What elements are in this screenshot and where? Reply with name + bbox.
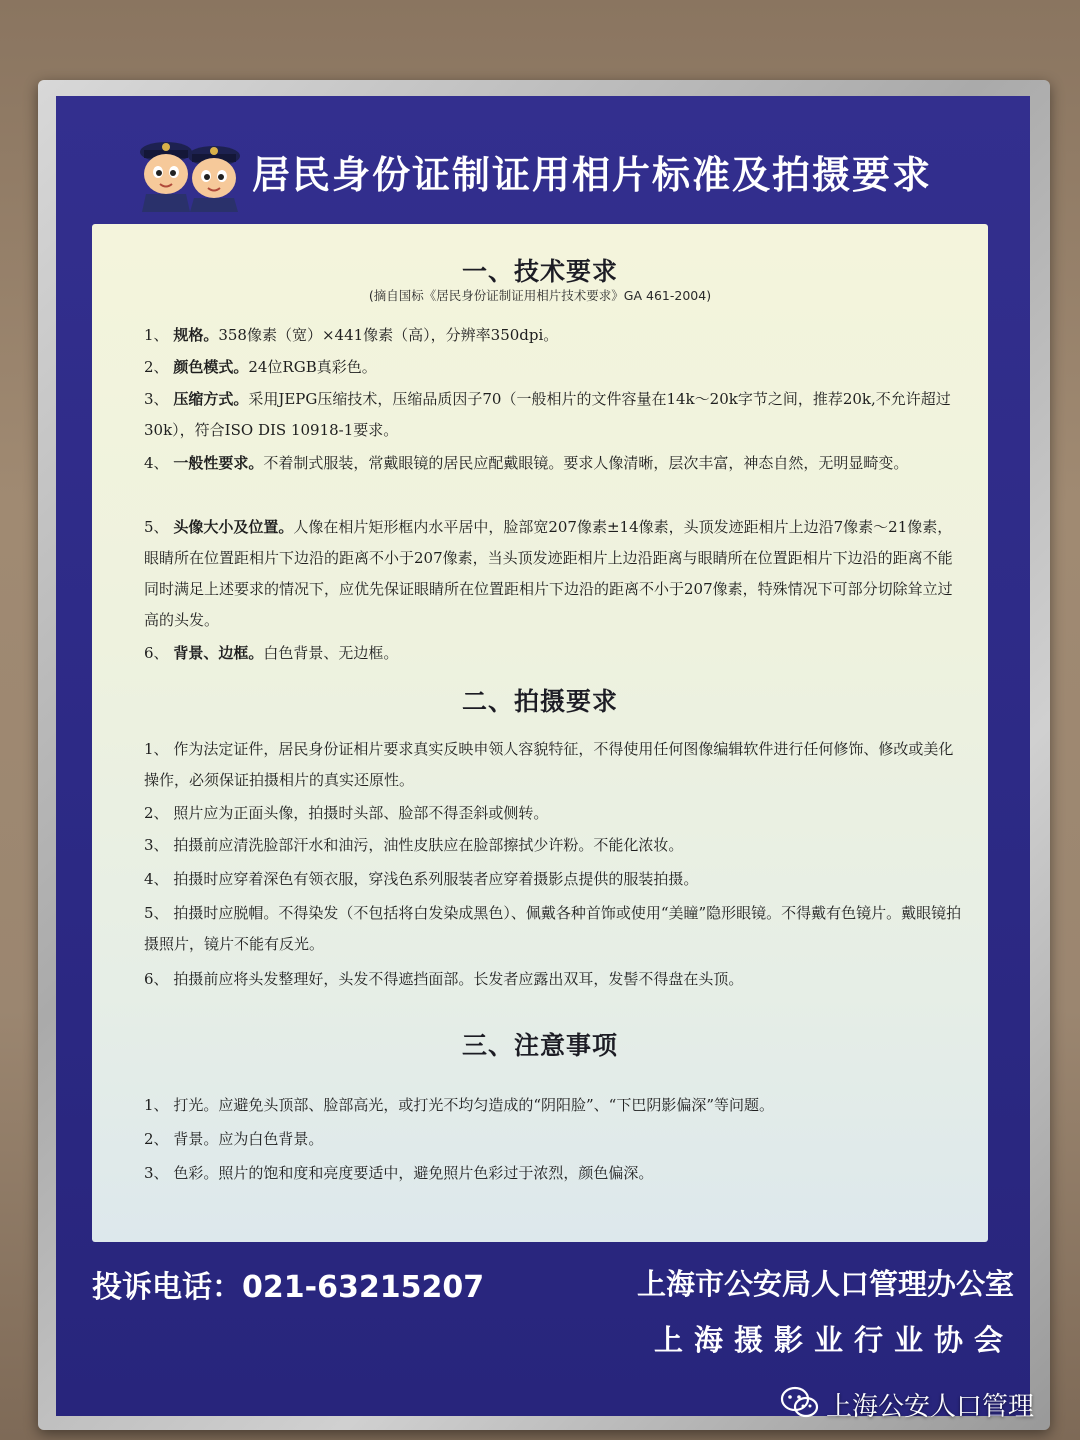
section1-item: 4、 一般性要求。不着制式服装，常戴眼镜的居民应配戴眼镜。要求人像清晰，层次丰富，神态自然，无明显畸变。 (144, 454, 909, 472)
section3-item: 2、 背景。应为白色背景。 (144, 1130, 324, 1148)
wechat-icon (780, 1386, 820, 1420)
police-mascot-icon (130, 132, 250, 212)
main-title: 居民身份证制证用相片标准及拍摄要求 (252, 153, 933, 197)
section1-item: 5、 头像大小及位置。人像在相片矩形框内水平居中，脸部宽207像素±14像素，头顶发迹距相片上边沿7像素～21像素，眼睛所在位置距相片下边沿的距离不小于207像素，当头顶发迹距相片上边沿距离与眼睛所在位置距相片下边沿的距离不能同时满足上述要求的情况下，应优先保证眼睛所在位置距相片下边沿的距离不小于207像素，特殊情况下可部分切除耸立过高的头发。 (144, 518, 953, 629)
section2-item: 2、 照片应为正面头像，拍摄时头部、脸部不得歪斜或侧转。 (144, 804, 549, 822)
sign-header (130, 132, 990, 212)
section1-item: 3、 压缩方式。采用JEPG压缩技术，压缩品质因子70（一般相片的文件容量在14k～20k字节之间，推荐20k,不允许超过30k），符合ISO DIS 10918-1要求。 (144, 390, 951, 439)
watermark-text: 上海公安人口管理 (826, 1392, 1035, 1422)
section2-item: 1、 作为法定证件，居民身份证相片要求真实反映申领人容貌特征，不得使用任何图像编辑软件进行任何修饰、修改或美化操作，必须保证拍摄相片的真实还原性。 (144, 740, 954, 789)
content-panel (92, 224, 988, 1242)
section2-item: 6、 拍摄前应将头发整理好，头发不得遮挡面部。长发者应露出双耳，发髻不得盘在头顶。 (144, 970, 744, 988)
section2-item: 3、 拍摄前应清洗脸部汗水和油污，油性皮肤应在脸部擦拭少许粉。不能化浓妆。 (144, 836, 684, 854)
wechat-watermark (780, 1382, 1060, 1426)
section2-item: 4、 拍摄时应穿着深色有领衣服，穿浅色系列服装者应穿着摄影点提供的服装拍摄。 (144, 870, 699, 888)
section3-title: 三、注意事项 (461, 1031, 618, 1060)
org-name-1: 上海市公安局人口管理办公室 (636, 1267, 1014, 1301)
section3-item: 1、 打光。应避免头顶部、脸部高光，或打光不均匀造成的“阴阳脸”、“下巴阴影偏深”等问题。 (144, 1096, 775, 1114)
org-name-2: 上海摄影业行业协会 (653, 1323, 1014, 1357)
complaint-phone: 投诉电话：021-63215207 (92, 1270, 485, 1305)
section1-subtitle: (摘自国标《居民身份证制证用相片技术要求》GA 461-2004) (368, 288, 712, 303)
section1-item: 1、 规格。358像素（宽）×441像素（高），分辨率350dpi。 (144, 326, 559, 344)
section3-item: 3、 色彩。照片的饱和度和亮度要适中，避免照片色彩过于浓烈，颜色偏深。 (144, 1164, 654, 1182)
section2-title: 二、拍摄要求 (461, 687, 618, 716)
section2-item: 5、 拍摄时应脱帽。不得染发（不包括将白发染成黑色）、佩戴各种首饰或使用“美瞳”隐形眼镜。不得戴有色镜片。戴眼镜拍摄照片，镜片不能有反光。 (144, 904, 962, 953)
section1-item: 6、 背景、边框。白色背景、无边框。 (144, 644, 399, 662)
section1-title: 一、技术要求 (461, 257, 618, 286)
section1-item: 2、 颜色模式。24位RGB真彩色。 (144, 358, 377, 376)
